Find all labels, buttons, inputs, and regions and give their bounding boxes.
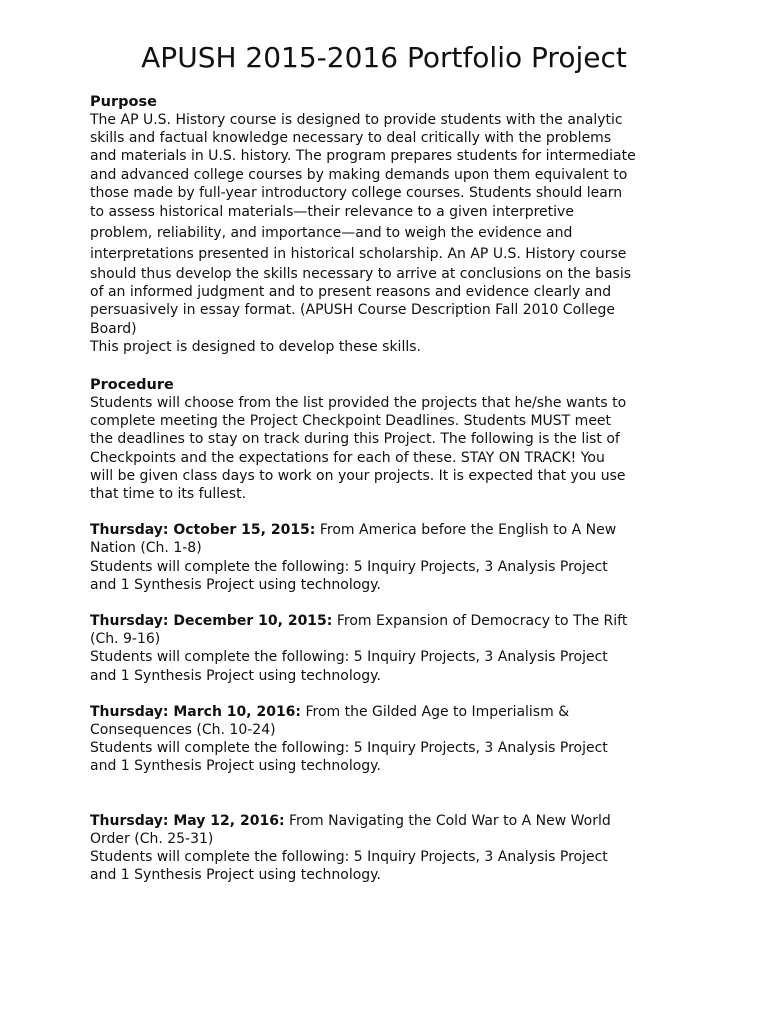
procedure-paragraph <box>90 394 690 503</box>
purpose-line: and advanced college courses by making demands upon them equivalent to <box>90 166 628 183</box>
checkpoint-requirement: and 1 Synthesis Project using technology. <box>90 576 381 593</box>
document-title: APUSH 2015-2016 Portfolio Project <box>141 41 627 74</box>
purpose-line: should thus develop the skills necessary to arrive at conclusions on the basis <box>90 266 632 283</box>
checkpoint-requirement: Students will complete the following: 5 Inquiry Projects, 3 Analysis Project <box>90 649 608 666</box>
procedure-heading: Procedure <box>90 377 174 394</box>
purpose-paragraph <box>90 111 690 356</box>
purpose-line: of an informed judgment and to present reasons and evidence clearly and <box>90 284 612 301</box>
checkpoint-requirement: and 1 Synthesis Project using technology. <box>90 758 381 775</box>
purpose-line: This project is designed to develop these skills. <box>90 338 421 355</box>
procedure-line: the deadlines to stay on track during this Project. The following is the list of <box>90 431 620 448</box>
checkpoint-heading-line <box>90 521 690 539</box>
procedure-line: Students will choose from the list provided the projects that he/she wants to <box>90 395 627 412</box>
checkpoint-date: Thursday: March 10, 2016: <box>90 703 302 720</box>
checkpoint-block <box>90 812 690 885</box>
checkpoint-topic-continued: Nation (Ch. 1-8) <box>90 540 202 557</box>
checkpoint-requirement: and 1 Synthesis Project using technology. <box>90 867 381 884</box>
procedure-line: complete meeting the Project Checkpoint Deadlines. Students MUST meet <box>90 413 612 430</box>
purpose-line: Board) <box>90 320 137 337</box>
checkpoint-block <box>90 521 690 594</box>
purpose-section <box>90 93 690 356</box>
purpose-line: to assess historical materials—their relevance to a given interpretive <box>90 204 574 221</box>
checkpoint-topic-continued: Order (Ch. 25-31) <box>90 830 214 847</box>
purpose-heading: Purpose <box>90 94 157 110</box>
checkpoint-block <box>90 612 690 685</box>
purpose-line: interpretations presented in historical scholarship. An AP U.S. History course <box>90 246 627 263</box>
procedure-line: Checkpoints and the expectations for each of these. STAY ON TRACK! You <box>90 449 605 466</box>
procedure-line: will be given class days to work on your projects. It is expected that you use <box>90 467 626 484</box>
checkpoint-requirement: Students will complete the following: 5 Inquiry Projects, 3 Analysis Project <box>90 558 608 575</box>
checkpoint-topic: From Expansion of Democracy to The Rift <box>332 613 628 630</box>
checkpoint-date: Thursday: May 12, 2016: <box>90 812 285 829</box>
purpose-line: problem, reliability, and importance—and to weigh the evidence and <box>90 225 573 242</box>
purpose-line: and materials in U.S. history. The program prepares students for intermediate <box>90 148 636 165</box>
purpose-line: those made by full-year introductory college courses. Students should learn <box>90 184 623 201</box>
checkpoint-requirement: Students will complete the following: 5 Inquiry Projects, 3 Analysis Project <box>90 740 608 757</box>
checkpoint-topic-continued: Consequences (Ch. 10-24) <box>90 722 276 739</box>
checkpoint-heading-line <box>90 612 690 630</box>
checkpoint-topic-continued: (Ch. 9-16) <box>90 631 161 648</box>
purpose-line: persuasively in essay format. (APUSH Course Description Fall 2010 College <box>90 302 616 319</box>
checkpoint-date: Thursday: December 10, 2015: <box>90 613 333 630</box>
checkpoint-heading-line <box>90 812 690 830</box>
checkpoint-block <box>90 703 690 776</box>
checkpoint-date: Thursday: October 15, 2015: <box>90 522 316 539</box>
procedure-line: that time to its fullest. <box>90 486 247 503</box>
checkpoint-requirement: Students will complete the following: 5 Inquiry Projects, 3 Analysis Project <box>90 849 608 866</box>
checkpoint-heading-line <box>90 703 690 721</box>
checkpoint-topic: From Navigating the Cold War to A New World <box>284 812 611 829</box>
purpose-line: The AP U.S. History course is designed to provide students with the analytic <box>90 112 623 128</box>
purpose-line: skills and factual knowledge necessary to deal critically with the problems <box>90 130 612 147</box>
procedure-section <box>90 376 690 503</box>
checkpoint-requirement: and 1 Synthesis Project using technology. <box>90 667 381 684</box>
checkpoint-topic: From the Gilded Age to Imperialism & <box>301 703 570 720</box>
checkpoint-topic: From America before the English to A New <box>315 522 617 539</box>
document-body <box>90 93 690 885</box>
